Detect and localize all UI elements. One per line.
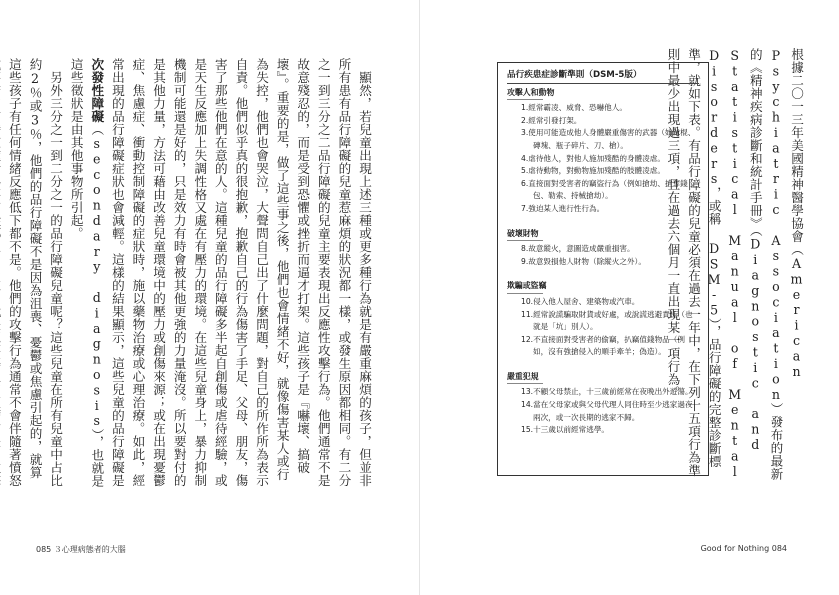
criterion-item: 4.虐待他人，對他人施加殘酷的身體凌虐。 bbox=[521, 153, 665, 163]
criterion-item: 6.直接面對受害者的竊盜行為（例如搶劫、搶奪錢包、勒索、持械搶劫）。 bbox=[521, 178, 688, 201]
criterion-item: 11.經常說謊騙取財貨或好處，或說謊逃避責任（也就是「坑」別人）。 bbox=[521, 309, 693, 332]
criterion-item: 7.強迫某人進行性行為。 bbox=[521, 203, 605, 213]
dsm5-criteria-box bbox=[497, 62, 709, 476]
right-page-body bbox=[665, 48, 806, 488]
criteria-box-title: 品行疾患症診斷準則（DSM-5版） bbox=[507, 70, 642, 80]
criterion-item: 9.故意毀損他人財物（除縱火之外）。 bbox=[521, 256, 646, 266]
criterion-item: 3.使用可能造成他人身體嚴重傷害的武器（如球棍、磚塊、瓶子碎片、刀、槍）。 bbox=[521, 128, 696, 150]
section-rule bbox=[507, 383, 543, 384]
title-rule bbox=[507, 83, 699, 84]
section-rule bbox=[507, 99, 543, 100]
left-paragraph-2: 另外三分之一到二分之一的品行障礙兒童呢？這些兒童在所有兒童中占比約2％或3％，他們的品行障礙不是因為沮喪、憂鬱或焦慮引起的，就算這些孩子有任何情緒反應低下都不是。他們的攻擊行為通常不會伴隨著憤怒 bbox=[6, 58, 64, 487]
page-gutter bbox=[419, 0, 420, 595]
section-rule bbox=[507, 240, 543, 241]
section-title-aggression: 攻擊人和動物 bbox=[507, 87, 555, 97]
criterion-item: 8.故意縱火，意圖造成嚴重損害。 bbox=[521, 244, 635, 254]
section-rule bbox=[507, 293, 543, 294]
criterion-item: 2.經常引發打架。 bbox=[521, 115, 582, 125]
criterion-item: 13.不顧父母禁止，十三歲前經常在夜晚出外遊蕩。 bbox=[521, 387, 693, 397]
emphasis-secondary-diagnosis: 次發性障礙 bbox=[89, 58, 105, 123]
footer-left-page-number: 085 ３心理病態者的大腦 bbox=[36, 545, 126, 554]
section-spacer bbox=[507, 216, 699, 228]
left-page-body bbox=[6, 58, 374, 488]
section-title-deceit: 欺騙或盜竊 bbox=[507, 281, 547, 291]
footer-right-page-number: Good for Nothing 084 bbox=[700, 544, 787, 553]
criterion-item: 5.虐待動物，對動物施加殘酷的肢體凌虐。 bbox=[521, 166, 665, 176]
right-paragraph: 根據二〇一三年美國精神醫學協會（American Psychiatric Association）發布的最新的《精神疾病診斷和統計手冊》（Diagnostic and Statistical Manual of Mental Disorders，或稱 DSM-5），品行障礙的完整診斷標準，就如下表。有品行障礙的兒童必須在過去一年中，在下列十五項行為準則中最少出現過三項，且在過去六個月一直出現某一項行為。 bbox=[665, 48, 804, 481]
section-title-property: 破壞財物 bbox=[507, 228, 539, 238]
criterion-item: 15.十三歲以前經常逃學。 bbox=[521, 425, 610, 435]
left-paragraph-1: 顯然，若兒童出現上述三種或更多種行為就是有嚴重麻煩的孩子，但並非所有患有品行障礙的兒童惹麻煩的狀況都一樣，或發生原因都相同。有二分之一到三分之二品行障礙的兒童主要表現出反應性攻擊行為。他們通常不是故意殘忍的，而是受到恐懼或挫折而逼才打架。這些孩子是『嚇壞、搞破壞』。重要的是，做了這些事之後，他們也會情緒不好，就像傷害某人或行為失控，他們也會哭泣，大聲問自己出了什麼問題，對自己的所作所為表示自責。他們似乎真的很抱歉，抱歉自己的行為傷害了手足、父母、朋友，傷害了那些他們在意的人。這種兒童的品行障礙多半起自創傷或虐待經驗，或是天生反應加上失調性格又處在有壓力的環境。在這些兒童身上，暴力抑制機制可能還是好的，只是效力有時會被其他更強的力量淹沒。所以要對付的是其他力量，方法可藉由改善兒童環境中的壓力或創傷來源；或在出現憂鬱症、焦慮症、衝動控制障礙的症狀時，施以藥物治療或心理治療。如此，經常出現的品行障礙症狀也會減輕。這樣的結果顯示，這些兒童的品行障礙是次發性障礙（secondary diagnosis），也就是這些徵狀是由其他事物所引起。 bbox=[68, 58, 372, 488]
section-spacer bbox=[507, 359, 699, 371]
criterion-item: 12.不直接面對受害者的偷竊，扒竊值錢物品（例如，沒有強搶侵入的順手牽羊；偽造）。 bbox=[521, 334, 685, 357]
criterion-item: 14.當在父母家或與父母代理人同住時至少逃家過夜兩次，或一次長期的逃家不歸。 bbox=[521, 400, 693, 422]
section-spacer bbox=[507, 268, 699, 280]
section-title-violations: 嚴重犯規 bbox=[507, 371, 539, 381]
criterion-item: 1.經常霸凌、威脅、恐嚇他人。 bbox=[521, 103, 627, 113]
criterion-item: 10.侵入他人屋舍、建築物或汽車。 bbox=[521, 296, 640, 306]
